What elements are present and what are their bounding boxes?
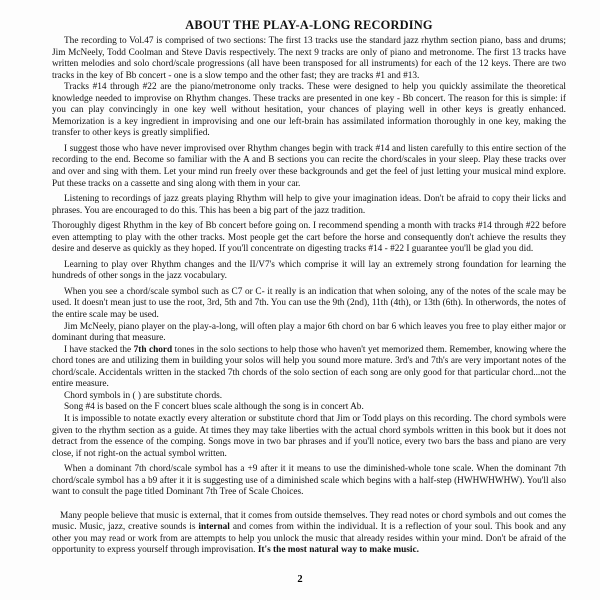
body-text — [52, 36, 566, 557]
paragraph-text: and comes from within the individual. It is a reflection of your soul. This book and any other you may read or work from are attempts to help you unlock the music that already resides within your mind. Don't be afraid of the opportunity to express yourself through improvisation. — [52, 522, 566, 556]
paragraph-text: Many people believe that music is external, that it comes from outside themselves. They read notes or chord symbols and out comes the music. Music, jazz, creative sounds is — [52, 510, 566, 533]
paragraph: When you see a chord/scale symbol such as C7 or C- it really is an indication that when soloing, any of the notes of the scale may be used. It doesn't mean just to use the root, 3rd, 5th and 7th. You can use the 9th (2nd), 11th (4th), or 13th (6th). In otherwords, the notes of the entire scale may be used. — [52, 286, 566, 321]
paragraph — [52, 345, 566, 391]
paragraph: Learning to play over Rhythm changes and the II/V7's which comprise it will lay an extremely strong foundation for learning the hundreds of other songs in the jazz vocabulary. — [52, 259, 566, 282]
paragraph: Chord symbols in ( ) are substitute chords. — [64, 390, 223, 401]
emphasis-text: It's the most natural way to make music. — [257, 545, 419, 556]
emphasis-text: 7th chord — [133, 344, 173, 355]
paragraph: Jim McNeely, piano player on the play-a-long, will often play a major 6th chord on bar 6 which leaves you free to play either major or dominant during that measure. — [52, 321, 566, 344]
paragraph: The recording to Vol.47 is comprised of two sections: The first 13 tracks use the standard jazz rhythm section piano, bass and drums; Jim McNeely, Todd Coolman and Steve Davis respectively. The next 9 tracks are only of piano and metronome. The first 13 tracks have written melodies and solo chord/scale progressions (all have been transposed for all instruments) for each of the 12 keys. There are two tracks in the key of Bb concert - one is a slow tempo and the other fast; they are tracks #1 and #13. — [52, 36, 566, 81]
paragraph: When a dominant 7th chord/scale symbol has a +9 after it it means to use the diminished-whole tone scale. When the dominant 7th chord/scale symbol has a b9 after it it is suggesting use of a diminished scale which begins with a half-step (HWHWHWHW). You'll also want to consult the page titled Dominant 7th Tree of Scale Choices. — [52, 464, 566, 498]
paragraph: Thoroughly digest Rhythm in the key of Bb concert before going on. I recommend spending a month with tracks #14 through #22 before even attempting to play with the other tracks. Most people get the cart before the horse and consequently don't achieve the results they desire and deserve as quickly as they hoped. If you'll concentrate on digesting tracks #14 - #22 I guarantee you'll be glad you did. — [52, 221, 566, 255]
paragraph-text: tones in the solo sections to help those who haven't yet memorized them. Remember, knowing where the chord tones are and utilizing them in building your solos will help you sound more mature. 3rd's and 7th's are very important notes of the chord/scale. Accidentals written in the stacked 7th chords of the solo section of each song are only good for that particular chord...not the entire measure. — [52, 344, 566, 390]
emphasis-text: internal — [198, 522, 230, 533]
paragraph: It is impossible to notate exactly every alteration or substitute chord that Jim or Todd plays on this recording. The chord symbols were given to the rhythm section as a guide. At times they may take liberties with the actual chord symbols written in this book but it does not detract from the essence of the comping. Songs move in two bar phrases and if you'll notice, every two bars the bass and piano are very close, if not right-on the actual symbol written. — [52, 413, 566, 459]
paragraph: Tracks #14 through #22 are the piano/metronome only tracks. These were designed to help you quickly assimilate the theoretical knowledge needed to improvise on Rhythm changes. These tracks are presented in one key - Bb concert. The reason for this is simple: if you can play convincingly in one key well without hesitation, your chances of playing well in other keys is greatly enhanced. Memorization is a key ingredient in improvising and one our left-brain has assimilated information thoroughly in one key, making the transfer to other keys is greatly simplified. — [52, 82, 566, 139]
paragraph: Listening to recordings of jazz greats playing Rhythm will help to give your imagination ideas. Don't be afraid to copy their licks and phrases. You are encouraged to do this. This has been a big part of the jazz tradition. — [52, 194, 566, 216]
paragraph: I suggest those who have never improvised over Rhythm changes begin with track #14 and listen carefully to this entire section of the recording to the end. Become so familiar with the A and B sections you can recite the chord/scales in your sleep. Play these tracks over and over and sing with them. Let your mind run freely over these backgrounds and get the feel of just letting your musical mind explore. Put these tracks on a cassette and sing along with them in your car. — [52, 143, 566, 189]
closing-paragraph — [52, 511, 566, 557]
paragraph-text: I have stacked the — [64, 344, 134, 355]
paragraph: Song #4 is based on the F concert blues scale although the song is in concert Ab. — [64, 402, 364, 413]
page-title: ABOUT THE PLAY-A-LONG RECORDING — [185, 18, 433, 32]
page-number: 2 — [297, 574, 303, 585]
